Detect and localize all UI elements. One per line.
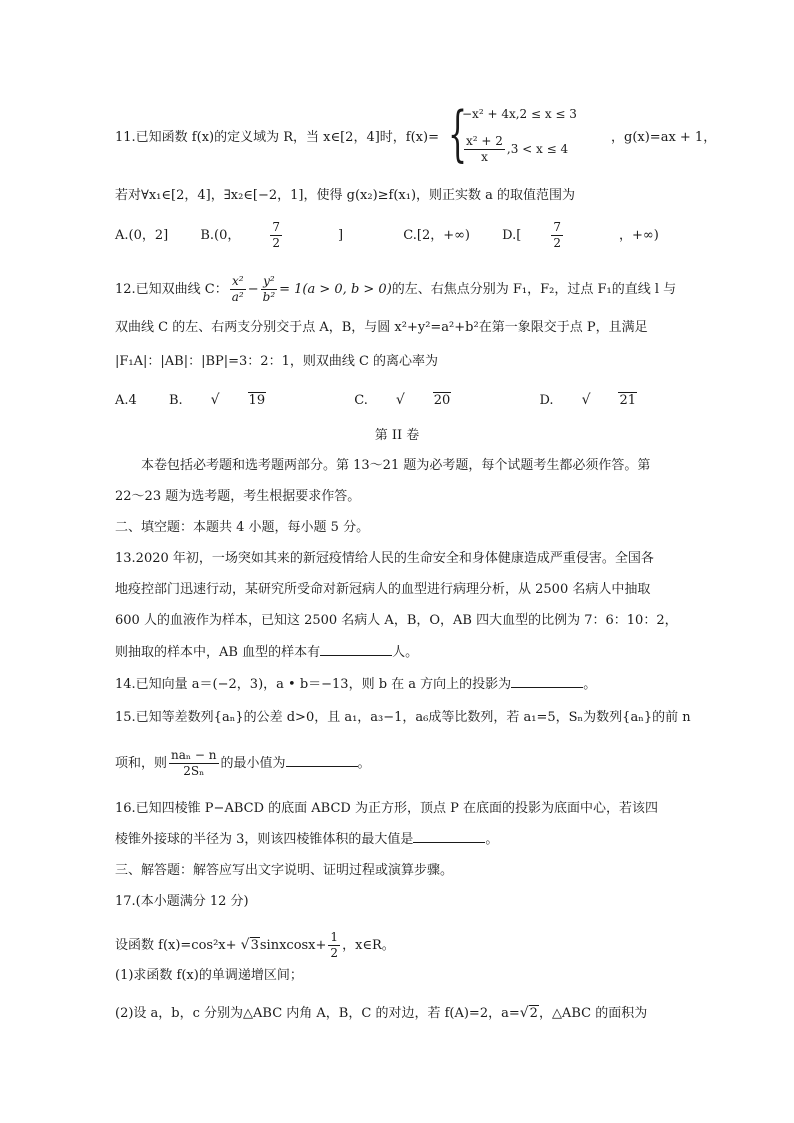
q13-line2: 地疫控部门迅速行动，某研究所受命对新冠病人的血型进行病理分析，从 2500 名病人中抽取 (115, 582, 651, 597)
q11-piecewise (448, 99, 598, 174)
q12-frac-x: $\frac{\text{x²}}{\text{a²}}$ (231, 274, 244, 304)
q13-line3: 600 人的血液作为样本，已知这 2500 名病人 A，B，O，AB 四大血型的比例为 7：6：10：2， (115, 613, 678, 628)
section3-heading: 三、解答题：解答应写出文字说明、证明过程或演算步骤。 (115, 863, 454, 878)
q11-case2-frac: $\frac{\text{x² + 2}}{x}$ (466, 134, 503, 164)
q11-option-a: A.(0，2] (115, 228, 169, 243)
q12-option-a: A.4 (115, 393, 137, 408)
q11-suffix: ，g(x)=ax + 1， (611, 130, 717, 145)
q11-options (115, 220, 715, 251)
section2-heading: 二、填空题：本题共 4 小题，每小题 5 分。 (115, 520, 370, 535)
q17-half: $\frac{1}{2}$ (330, 930, 339, 960)
q11-option-d: D.[ $\frac{7}{2}$ ，+∞) (502, 220, 659, 250)
q12-option-b: B. √ 19 (168, 392, 266, 408)
q13-answer-blank[interactable] (320, 643, 392, 656)
q12-options (115, 390, 721, 411)
q12-line3: |F₁A|：|AB|：|BP|=3：2：1，则双曲线 C 的离心率为 (115, 354, 439, 369)
q11-stem: 11.已知函数 f(x)的定义域为 R，当 x∈[2，4]时，f(x)= (115, 130, 439, 145)
q12-line2: 双曲线 C 的左、右两支分别交于点 A，B，与圆 x²+y²=a²+b²在第一象限交于点 P，且满足 (115, 320, 648, 335)
q15-frac: $\frac{\text{naₙ − n}}{\text{2Sₙ}}$ (171, 748, 217, 778)
q13-line1: 13.2020 年初，一场突如其来的新冠疫情给人民的生命安全和身体健康造成严重侵害。全国各 (115, 551, 654, 566)
q17-line1: 设函数 f(x)=cos²x+ √3sinxcosx+ $\frac{1}{2}$ ，x∈R。 (115, 930, 395, 960)
q11-line2: 若对∀x₁∈[2，4]，∃x₂∈[−2，1]，使得 g(x₂)≥f(x₁)，则正实数 a 的取值范围为 (115, 188, 576, 203)
q17-part1: (1)求函数 f(x)的单调递增区间； (115, 968, 303, 983)
part2-intro-line2: 22～23 题为选考题，考生根据要求作答。 (115, 489, 361, 504)
q17-header: 17.(本小题满分 12 分) (115, 894, 249, 909)
q12-frac-y: $\frac{\text{y²}}{\text{b²}}$ (262, 274, 276, 304)
q15-answer-blank[interactable] (286, 754, 358, 767)
q12-option-d: D. √ 21 (539, 392, 637, 408)
q16-line1: 16.已知四棱锥 P−ABCD 的底面 ABCD 为正方形，顶点 P 在底面的投影为底面中心，若该四 (115, 801, 658, 816)
q14-answer-blank[interactable] (511, 675, 583, 688)
q15-line1: 15.已知等差数列{aₙ}的公差 d>0，且 a₁，a₃−1，a₆成等比数列，若 a₁=5，Sₙ为数列{aₙ}的前 n (115, 710, 691, 725)
q16-answer-blank[interactable] (413, 830, 485, 843)
part2-title: 第 II 卷 (374, 428, 420, 443)
q11-option-c: C.[2，+∞) (403, 228, 471, 243)
q11-brace: { (448, 99, 468, 169)
q11-option-b: B.(0， $\frac{7}{2}$ ] (200, 220, 344, 250)
part2-intro-line1: 本卷包括必考题和选考题两部分。第 13～21 题为必考题，每个试题考生都必须作答。第 (141, 458, 651, 473)
q14-line: 14.已知向量 a＝(−2，3)，a • b＝−13，则 b 在 a 方向上的投影为 。 (115, 677, 597, 692)
q12-option-c: C. √ 20 (354, 392, 451, 408)
q11-line1 (115, 128, 439, 148)
q12-line1: 12.已知双曲线 C： $\frac{\text{x²}}{\text{a²}}$ − $\frac{\text{y²}}{\text{b²}}$ = 1(a > 0, b > 0)的左、右焦点分别为 F₁，F₂，过点 F₁的直线 l 与 (115, 274, 677, 304)
q11-case1: −x² + 4x,2 ≤ x ≤ 3 (462, 107, 577, 121)
q16-line2: 棱锥外接球的半径为 3，则该四棱锥体积的最大值是 。 (115, 832, 499, 847)
q11-case2: $\frac{\text{x² + 2}}{x}$ ,3 < x ≤ 4 (466, 134, 569, 164)
q13-line4: 则抽取的样本中，AB 血型的样本有 人。 (115, 645, 419, 660)
q15-line2: 项和，则 $\frac{\text{naₙ − n}}{\text{2Sₙ}}$ 的最小值为 。 (115, 748, 371, 778)
q17-part2: (2)设 a，b，c 分别为△ABC 内角 A，B，C 的对边，若 f(A)=2，a=√2，△ABC 的面积为 (115, 1005, 648, 1021)
